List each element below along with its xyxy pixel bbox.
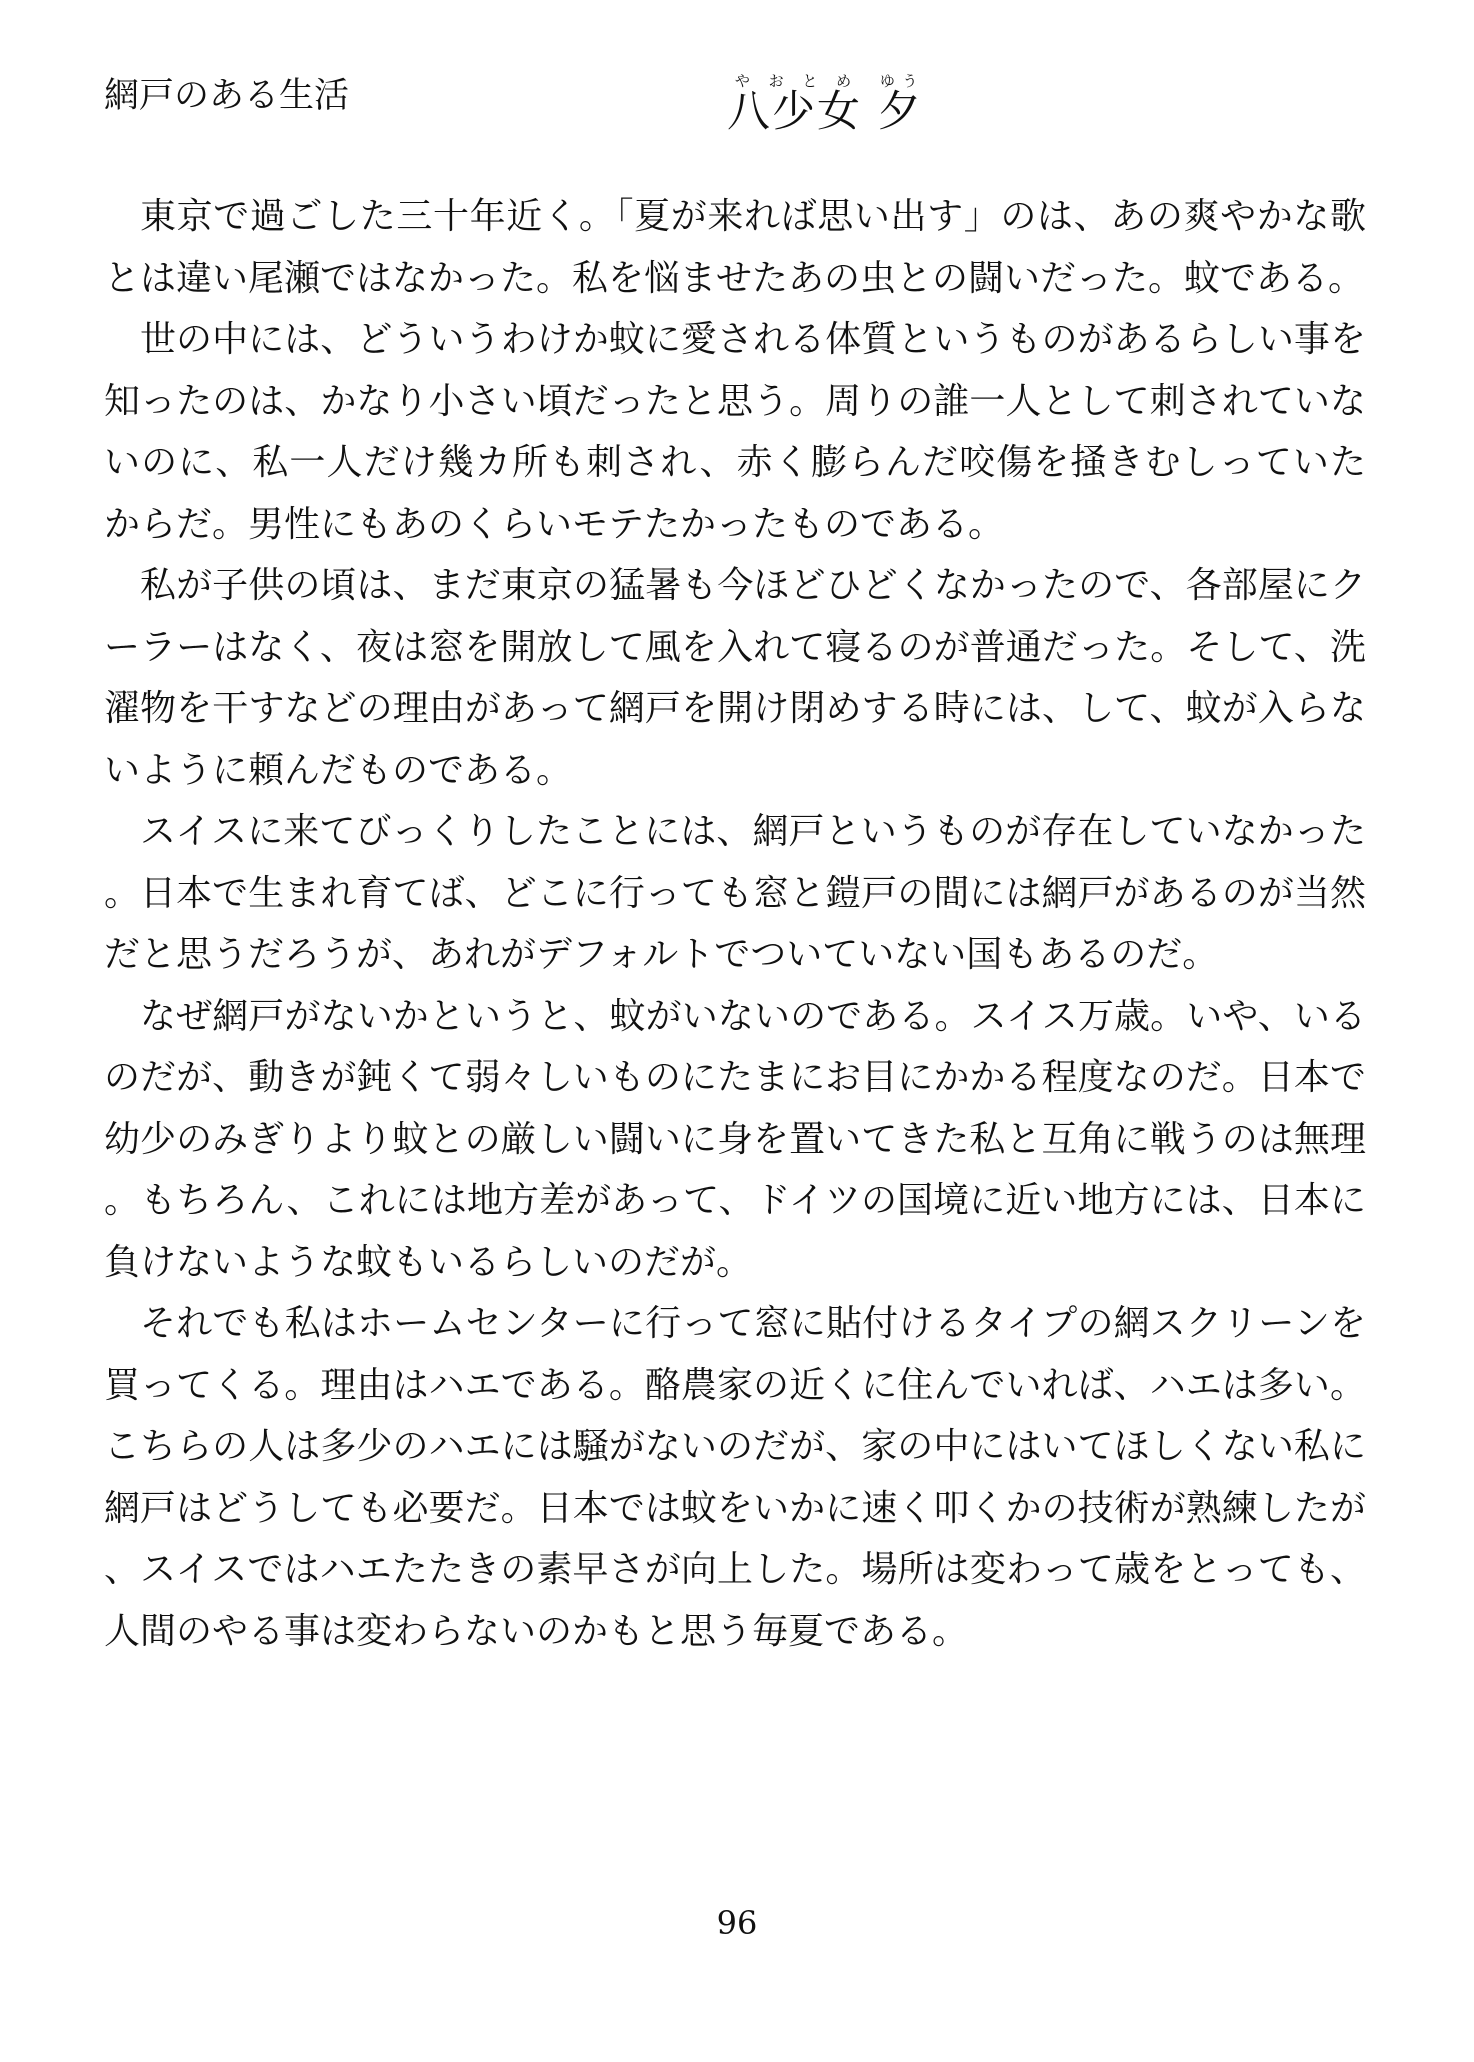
paragraph: スイスに来てびっくりしたことには、網戸というものが存在していなかった。日本で生まれ育てば、どこに行っても窓と鎧戸の間には網戸があるのが当然だと思うだろうが、あれがデフォルトでついていない国もあるのだ。 [104, 811, 1366, 975]
author-given-reading: ゆう [877, 72, 923, 90]
paragraph: 私が子供の頃は、まだ東京の猛暑も今ほどひどくなかったので、各部屋にクーラーはなく、夜は窓を開放して風を入れて寝るのが普通だった。そして、洗濯物を干すなどの理由があって網戸を開け閉めする時には、して、蚊が入らないように頼んだものである。 [104, 565, 1366, 791]
author-given-name: 夕 [877, 87, 923, 137]
author-family-name: 八少女 [727, 87, 862, 137]
author-given-name-ruby [877, 72, 923, 137]
essay-body [104, 186, 1366, 1662]
paragraph: なぜ網戸がないかというと、蚊がいないのである。スイス万歳。いや、いるのだが、動きが鈍くて弱々しいものにたまにお目にかかる程度なのだ。日本で幼少のみぎりより蚊との厳しい闘いに身を置いてきた私と互角に戦うのは無理。もちろん、これには地方差があって、ドイツの国境に近い地方には、日本に負けないような蚊もいるらしいのだが。 [104, 995, 1366, 1283]
author-name [727, 72, 923, 136]
page-title: 網戸のある生活 [104, 76, 350, 116]
paragraph: それでも私はホームセンターに行って窓に貼付けるタイプの網スクリーンを買ってくる。理由はハエである。酪農家の近くに住んでいれば、ハエは多い。こちらの人は多少のハエには騒がないのだが、家の中にはいてほしくない私に網戸はどうしても必要だ。日本では蚊をいかに速く叩くかの技術が熟練したが、スイスではハエたたきの素早さが向上した。場所は変わって歳をとっても、人間のやる事は変わらないのかもと思う毎夏である。 [104, 1303, 1366, 1652]
author-family-name-ruby [727, 72, 862, 137]
page-number: 96 [716, 1904, 758, 1942]
paragraph: 東京で過ごした三十年近く。「夏が来れば思い出す」のは、あの爽やかな歌とは違い尾瀬ではなかった。私を悩ませたあの虫との闘いだった。蚊である。 [104, 196, 1366, 299]
paragraph: 世の中には、どういうわけか蚊に愛される体質というものがあるらしい事を知ったのは、かなり小さい頃だったと思う。周りの誰一人として刺されていないのに、私一人だけ幾カ所も刺され、赤く膨らんだ咬傷を掻きむしっていたからだ。男性にもあのくらいモテたかったものである。 [104, 319, 1366, 545]
author-family-reading: やおとめ [727, 72, 862, 90]
